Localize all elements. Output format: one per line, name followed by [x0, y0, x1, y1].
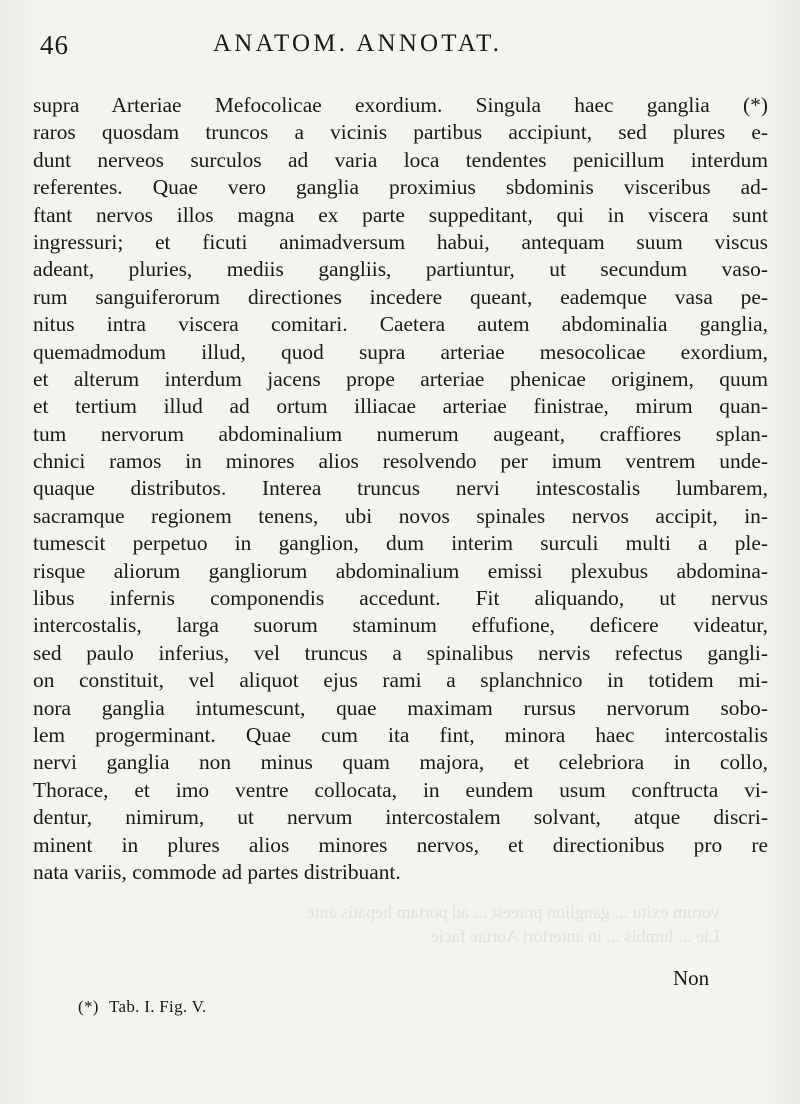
text-line: minent in plures alios minores nervos, et directionibus pro re — [33, 832, 768, 857]
text-line: nitus intra viscera comitari. Caetera autem abdominalia ganglia, — [33, 312, 768, 337]
footnote-text: Tab. I. Fig. V. — [108, 997, 207, 1016]
text-line: tumescit perpetuo in ganglion, dum interim surculi multi a ple- — [33, 531, 768, 556]
text-line: on constituit, vel aliquot ejus rami a splanchnico in totidem mi- — [33, 668, 768, 693]
text-line: referentes. Quae vero ganglia proximius sbdominis visceribus ad- — [33, 175, 768, 200]
text-line: lem progerminant. Quae cum ita fint, minora haec intercostalis — [33, 722, 768, 747]
text-line: nata variis, commode ad partes distribuant. — [33, 859, 401, 884]
page-number: 46 — [40, 30, 69, 60]
text-line: nora ganglia intumescunt, quae maximam rursus nervorum sobo- — [33, 695, 768, 720]
catchword: Non — [673, 966, 710, 990]
text-line: dentur, nimirum, ut nervum intercostalem solvant, atque discri- — [33, 805, 768, 830]
text-line: sacramque regionem tenens, ubi novos spinales nervos accipit, in- — [33, 503, 768, 528]
footnote-mark: (*) — [78, 997, 99, 1016]
text-line: tum nervorum abdominalium numerum augeant, craffiores splan- — [33, 421, 768, 446]
text-line: Thorace, et imo ventre collocata, in eundem usum conftructa vi- — [33, 777, 768, 802]
text-line: rum sanguiferorum directiones incedere queant, eademque vasa pe- — [33, 284, 768, 309]
text-line: et alterum interdum jacens prope arteriae phenicae originem, quum — [33, 366, 768, 391]
text-line: sed paulo inferius, vel truncus a spinalibus nervis refectus gangli- — [33, 640, 768, 665]
text-line: intercostalis, larga suorum staminum effufione, deficere videatur, — [33, 613, 768, 638]
show-through-text: vorum exitu ... ganglion praeest ... ad portam hepatis ante Lie ... lumbis ... in anteriori Aortae facie — [306, 902, 720, 946]
text-line: supra Arteriae Mefocolicae exordium. Singula haec ganglia (*) — [33, 93, 768, 117]
page-header — [0, 26, 800, 66]
text-line: ftant nervos illos magna ex parte suppeditant, qui in viscera sunt — [33, 202, 768, 227]
text-line: dunt nerveos surculos ad varia loca tendentes penicillum interdum — [33, 147, 768, 172]
text-line: adeant, pluries, mediis gangliis, partiuntur, ut secundum vaso- — [33, 257, 768, 282]
text-line: risque aliorum gangliorum abdominalium emissi plexubus abdomina- — [33, 558, 768, 583]
text-line: quemadmodum illud, quod supra arteriae mesocolicae exordium, — [33, 339, 768, 364]
body-text — [33, 92, 768, 886]
text-line: chnici ramos in minores alios resolvendo per imum ventrem unde- — [33, 449, 768, 474]
running-title: ANATOM. ANNOTAT. — [213, 30, 503, 57]
text-line: raros quosdam truncos a vicinis partibus accipiunt, sed plures e- — [33, 120, 768, 145]
text-line: nervi ganglia non minus quam majora, et celebriora in collo, — [33, 750, 768, 775]
text-line: libus infernis componendis accedunt. Fit aliquando, ut nervus — [33, 586, 768, 611]
footnote — [78, 997, 207, 1017]
text-line: et tertium illud ad ortum illiacae arteriae finistrae, mirum quan- — [33, 394, 768, 419]
text-line: quaque distributos. Interea truncus nervi intescostalis lumbarem, — [33, 476, 768, 501]
text-line: ingressuri; et ficuti animadversum habui, antequam suum viscus — [33, 229, 768, 254]
